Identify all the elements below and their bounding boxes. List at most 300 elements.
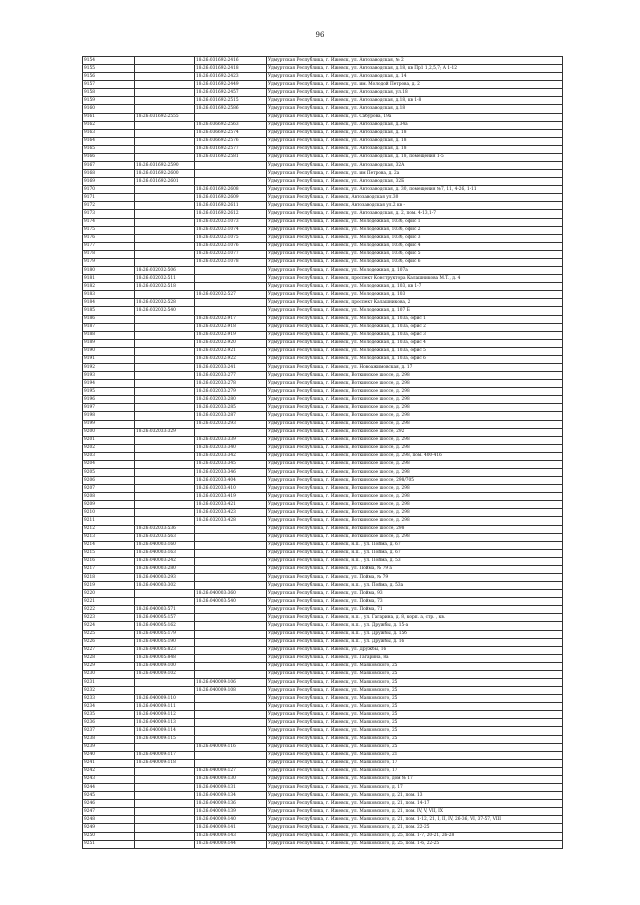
parcel-number-cell	[135, 832, 195, 840]
building-number-cell: 18:26:032032:1075	[195, 234, 267, 242]
parcel-number-cell	[135, 73, 195, 81]
building-number-cell: 18:26:031692:2515	[195, 97, 267, 105]
parcel-number-cell: 18:26:032032:528	[135, 299, 195, 307]
table-row	[83, 137, 563, 145]
address-cell: Удмуртская Республика, г. Ижевск, н.п. , ул. Дружбы, д. 16	[267, 638, 563, 646]
address-cell: Удмуртская Республика, г. Ижевск, н.п. , ул. Пойма, д. 53а	[267, 582, 563, 590]
table-row	[83, 81, 563, 89]
building-number-cell: 18:26:040003:540	[195, 598, 267, 606]
parcel-number-cell: 18:26:032032:540	[135, 307, 195, 315]
parcel-number-cell: 18:26:032032:511	[135, 275, 195, 283]
building-number-cell	[195, 267, 267, 275]
table-row	[83, 145, 563, 153]
building-number-cell: 18:26:032032:1076	[195, 242, 267, 250]
building-number-cell: 18:26:032032:1078	[195, 258, 267, 266]
table-row	[83, 808, 563, 816]
table-row	[83, 339, 563, 347]
address-cell: Удмуртская Республика, г. Ижевск, Воткинское шоссе, д. 298	[267, 388, 563, 396]
row-number-cell: 9223	[83, 614, 135, 622]
table-row	[83, 541, 563, 549]
row-number-cell: 9201	[83, 436, 135, 444]
row-number-cell: 9198	[83, 412, 135, 420]
building-number-cell	[195, 654, 267, 662]
address-cell: Удмуртская Республика, г. Ижевск, ул. Молодежная, д. 103а, офис 6	[267, 355, 563, 363]
row-number-cell: 9230	[83, 670, 135, 678]
table-row	[83, 557, 563, 565]
address-cell: Удмуртская Республика, г. Ижевск, ул. Пойма, 71	[267, 606, 563, 614]
address-cell: Удмуртская Республика, г. Ижевск, ул. Автозаводская, д. 30, помещения №7, 11, 4-26, 1-11	[267, 186, 563, 194]
building-number-cell	[195, 428, 267, 436]
table-row	[83, 97, 563, 105]
row-number-cell: 9209	[83, 501, 135, 509]
table-row	[83, 751, 563, 759]
table-row	[83, 735, 563, 743]
parcel-number-cell	[135, 347, 195, 355]
row-number-cell: 9170	[83, 186, 135, 194]
row-number-cell: 9172	[83, 202, 135, 210]
row-number-cell: 9192	[83, 363, 135, 371]
row-number-cell: 9249	[83, 824, 135, 832]
building-number-cell: 18:26:040009:136	[195, 800, 267, 808]
table-row	[83, 501, 563, 509]
table-row	[83, 598, 563, 606]
table-row	[83, 687, 563, 695]
row-number-cell: 9236	[83, 719, 135, 727]
parcel-number-cell	[135, 258, 195, 266]
building-number-cell: 18:26:031692:2577	[195, 145, 267, 153]
building-number-cell: 18:26:031692:2416	[195, 57, 267, 65]
row-number-cell: 9206	[83, 477, 135, 485]
table-row	[83, 452, 563, 460]
address-cell: Удмуртская Республика, г. Ижевск, ул. Автозаводская, № 2	[267, 57, 563, 65]
address-cell: Удмуртская Республика, г. Ижевск, ул. Автозаводская, д. 18	[267, 137, 563, 145]
parcel-number-cell: 18:26:040009:113	[135, 719, 195, 727]
building-number-cell	[195, 307, 267, 315]
address-cell: Удмуртская Республика, г. Ижевск, ул. Автозаводская, д.18, кв Пр1 1,2,5,7; А 1-12	[267, 65, 563, 73]
parcel-number-cell	[135, 226, 195, 234]
parcel-number-cell	[135, 808, 195, 816]
parcel-number-cell	[135, 767, 195, 775]
address-cell: Удмуртская Республика, г. Ижевск, ул. Маяковского, 25	[267, 711, 563, 719]
parcel-number-cell	[135, 840, 195, 848]
parcel-number-cell	[135, 202, 195, 210]
row-number-cell: 9190	[83, 347, 135, 355]
row-number-cell: 9247	[83, 808, 135, 816]
parcel-number-cell	[135, 137, 195, 145]
row-number-cell: 9186	[83, 315, 135, 323]
address-cell: Удмуртская Республика, г. Ижевск, н.п. , ул. Дружбы, д. 15-а	[267, 622, 563, 630]
parcel-number-cell	[135, 331, 195, 339]
address-cell: Удмуртская Республика, г. Ижевск, ул. Молодежная, 103б, офис 2	[267, 226, 563, 234]
parcel-number-cell	[135, 784, 195, 792]
table-row	[83, 210, 563, 218]
row-number-cell: 9241	[83, 759, 135, 767]
row-number-cell: 9246	[83, 800, 135, 808]
row-number-cell: 9243	[83, 775, 135, 783]
building-number-cell	[195, 622, 267, 630]
row-number-cell: 9210	[83, 509, 135, 517]
parcel-number-cell: 18:26:031692:2555	[135, 113, 195, 121]
table-row	[83, 493, 563, 501]
parcel-number-cell	[135, 816, 195, 824]
building-number-cell	[195, 670, 267, 678]
row-number-cell: 9181	[83, 275, 135, 283]
table-row	[83, 444, 563, 452]
row-number-cell: 9213	[83, 533, 135, 541]
parcel-number-cell	[135, 420, 195, 428]
parcel-number-cell: 18:26:040005:190	[135, 638, 195, 646]
table-row	[83, 590, 563, 598]
parcel-number-cell	[135, 323, 195, 331]
building-number-cell: 18:26:031692:2612	[195, 210, 267, 218]
parcel-number-cell: 18:26:040009:115	[135, 735, 195, 743]
building-number-cell: 18:26:040009:139	[195, 808, 267, 816]
parcel-number-cell	[135, 218, 195, 226]
row-number-cell: 9175	[83, 226, 135, 234]
address-cell: Удмуртская Республика, г. Ижевск, ул. Маяковского, д. 21, пом. 22-25	[267, 824, 563, 832]
parcel-number-cell	[135, 210, 195, 218]
table-row	[83, 574, 563, 582]
address-cell: Удмуртская Республика, г. Ижевск, ул. Маяковского, д. 25, пом. 1-7, 20-21, 26-28	[267, 832, 563, 840]
building-number-cell	[195, 719, 267, 727]
parcel-number-cell	[135, 598, 195, 606]
table-row	[83, 242, 563, 250]
address-cell: Удмуртская Республика, г. Ижевск, ул. Маяковского, 25	[267, 687, 563, 695]
building-number-cell: 18:26:032033:421	[195, 501, 267, 509]
parcel-number-cell: 18:26:032032:506	[135, 267, 195, 275]
table-row	[83, 57, 563, 65]
row-number-cell: 9163	[83, 129, 135, 137]
parcel-number-cell	[135, 687, 195, 695]
table-row	[83, 323, 563, 331]
address-cell: Удмуртская Республика, г. Ижевск, ул. Маяковского, д. 25, пом. 1-6, 22-25	[267, 840, 563, 848]
building-number-cell: 18:26:031692:2457	[195, 89, 267, 97]
row-number-cell: 9193	[83, 372, 135, 380]
building-number-cell: 18:26:032032:918	[195, 323, 267, 331]
row-number-cell: 9159	[83, 97, 135, 105]
address-cell: Удмуртская Республика, г. Ижевск, Воткинское шоссе, д. 298	[267, 533, 563, 541]
building-number-cell	[195, 178, 267, 186]
building-number-cell	[195, 751, 267, 759]
row-number-cell: 9164	[83, 137, 135, 145]
row-number-cell: 9212	[83, 525, 135, 533]
building-number-cell	[195, 662, 267, 670]
address-cell: Удмуртская Республика, г. Ижевск, Воткинское шоссе, 292	[267, 428, 563, 436]
table-row	[83, 565, 563, 573]
parcel-number-cell	[135, 121, 195, 129]
building-number-cell	[195, 582, 267, 590]
parcel-number-cell	[135, 105, 195, 113]
parcel-number-cell: 18:26:040009:110	[135, 695, 195, 703]
parcel-number-cell	[135, 380, 195, 388]
address-cell: Удмуртская Республика, г. Ижевск, н.п. , ул. Пойма, д. 67	[267, 541, 563, 549]
address-cell: Удмуртская Республика, г. Ижевск, Воткинское шоссе, д. 298	[267, 444, 563, 452]
address-cell: Удмуртская Республика, г. Ижевск, ул. Маяковского, 25	[267, 670, 563, 678]
parcel-number-cell	[135, 590, 195, 598]
parcel-number-cell	[135, 679, 195, 687]
address-cell: Удмуртская Республика, г. Ижевск, ул. Автозаводская, 32Б	[267, 178, 563, 186]
building-number-cell	[195, 711, 267, 719]
parcel-number-cell: 18:26:040003:293	[135, 574, 195, 582]
table-row	[83, 517, 563, 525]
parcel-number-cell	[135, 97, 195, 105]
table-row	[83, 105, 563, 113]
building-number-cell: 18:26:032032:527	[195, 291, 267, 299]
building-number-cell: 18:26:032032:919	[195, 331, 267, 339]
row-number-cell: 9248	[83, 816, 135, 824]
row-number-cell: 9226	[83, 638, 135, 646]
table-row	[83, 816, 563, 824]
table-row	[83, 533, 563, 541]
building-number-cell: 18:26:032033:410	[195, 485, 267, 493]
parcel-number-cell: 18:26:040003:280	[135, 565, 195, 573]
parcel-number-cell	[135, 404, 195, 412]
parcel-number-cell	[135, 363, 195, 371]
address-cell: Удмуртская Республика, г. Ижевск, Воткинское шоссе, д. 298	[267, 380, 563, 388]
row-number-cell: 9200	[83, 428, 135, 436]
address-cell: Удмуртская Республика, г. Ижевск, ул. Маяковского, 25	[267, 743, 563, 751]
building-number-cell: 18:26:032032:921	[195, 347, 267, 355]
table-row	[83, 186, 563, 194]
parcel-number-cell	[135, 372, 195, 380]
building-number-cell: 18:26:040009:106	[195, 679, 267, 687]
building-number-cell: 18:26:040009:116	[195, 743, 267, 751]
parcel-number-cell	[135, 452, 195, 460]
address-cell: Удмуртская Республика, г. Ижевск, ул. Молодежная, 103б, офис 4	[267, 242, 563, 250]
parcel-number-cell	[135, 485, 195, 493]
row-number-cell: 9235	[83, 711, 135, 719]
building-number-cell: 18:26:040009:141	[195, 824, 267, 832]
building-number-cell	[195, 275, 267, 283]
address-cell: Удмуртская Республика, г. Ижевск, ул. Молодежная, 103б, офис 1	[267, 218, 563, 226]
building-number-cell	[195, 727, 267, 735]
row-number-cell: 9199	[83, 420, 135, 428]
building-number-cell	[195, 557, 267, 565]
table-row	[83, 832, 563, 840]
building-number-cell: 18:26:031692:2609	[195, 194, 267, 202]
building-number-cell: 18:26:040009:127	[195, 767, 267, 775]
address-cell: Удмуртская Республика, г. Ижевск, ул. Маяковского, дом № 17	[267, 775, 563, 783]
address-cell: Удмуртская Республика, г. Ижевск, ул. Автозаводская, д. 18	[267, 145, 563, 153]
address-cell: Удмуртская Республика, г. Ижевск, ул. Автозаводская, д. 14	[267, 73, 563, 81]
address-cell: Удмуртская Республика, г. Ижевск, Воткинское шоссе, д. 298	[267, 517, 563, 525]
row-number-cell: 9168	[83, 170, 135, 178]
row-number-cell: 9233	[83, 695, 135, 703]
parcel-number-cell: 18:26:040009:111	[135, 703, 195, 711]
address-cell: Удмуртская Республика, г. Ижевск, проспект Конструктора Калашникова М.Т., д. 4	[267, 275, 563, 283]
parcel-number-cell	[135, 81, 195, 89]
building-number-cell	[195, 735, 267, 743]
parcel-number-cell	[135, 743, 195, 751]
table-row	[83, 695, 563, 703]
row-number-cell: 9214	[83, 541, 135, 549]
table-row	[83, 582, 563, 590]
address-cell: Удмуртская Республика, г. Ижевск, ул. Автозаводская, д. 18, помещения 1-5	[267, 153, 563, 161]
building-number-cell: 18:26:040009:134	[195, 792, 267, 800]
table-row	[83, 121, 563, 129]
row-number-cell: 9191	[83, 355, 135, 363]
building-number-cell	[195, 162, 267, 170]
table-row	[83, 299, 563, 307]
parcel-number-cell: 18:26:031692:2600	[135, 170, 195, 178]
address-cell: Удмуртская Республика, г. Ижевск, Воткинское шоссе, д. 298	[267, 372, 563, 380]
address-cell: Удмуртская Республика, г. Ижевск, Воткинское шоссе, д. 298	[267, 436, 563, 444]
building-number-cell: 18:26:032033:278	[195, 380, 267, 388]
address-cell: Удмуртская Республика, г. Ижевск, ул. Молодежная, д. 107 Б	[267, 307, 563, 315]
table-row	[83, 646, 563, 654]
row-number-cell: 9165	[83, 145, 135, 153]
row-number-cell: 9182	[83, 283, 135, 291]
row-number-cell: 9245	[83, 792, 135, 800]
address-cell: Удмуртская Республика, г. Ижевск, н.п. , ул. Пойма, д. 53	[267, 557, 563, 565]
parcel-number-cell	[135, 315, 195, 323]
registry-table	[82, 56, 563, 849]
building-number-cell: 18:26:032033:287	[195, 412, 267, 420]
row-number-cell: 9229	[83, 662, 135, 670]
building-number-cell: 18:26:040009:140	[195, 816, 267, 824]
parcel-number-cell	[135, 65, 195, 73]
table-row	[83, 291, 563, 299]
address-cell: Удмуртская Республика, г. Ижевск, Воткинское шоссе, д. 298	[267, 420, 563, 428]
table-row	[83, 380, 563, 388]
building-number-cell: 18:26:032033:404	[195, 477, 267, 485]
address-cell: Удмуртская Республика, г. Ижевск, ул. Гагарина, 8а	[267, 654, 563, 662]
parcel-number-cell	[135, 501, 195, 509]
parcel-number-cell	[135, 89, 195, 97]
address-cell: Удмуртская Республика, г. Ижевск, ул. Маяковского, д. 21, пом. 14-17	[267, 800, 563, 808]
address-cell: Удмуртская Республика, г. Ижевск, ул. им. Молодой Петрова, д. 2	[267, 81, 563, 89]
parcel-number-cell	[135, 355, 195, 363]
row-number-cell: 9169	[83, 178, 135, 186]
row-number-cell: 9211	[83, 517, 135, 525]
address-cell: Удмуртская Республика, г. Ижевск, ул. Маяковского, 17	[267, 767, 563, 775]
table-row	[83, 355, 563, 363]
row-number-cell: 9250	[83, 832, 135, 840]
address-cell: Удмуртская Республика, г. Ижевск, ул. Новоажимовская, д. 17	[267, 363, 563, 371]
table-row	[83, 549, 563, 557]
table-row	[83, 315, 563, 323]
address-cell: Удмуртская Республика, г. Ижевск, ул. Пойма, № 79	[267, 574, 563, 582]
row-number-cell: 9222	[83, 606, 135, 614]
table-row	[83, 727, 563, 735]
parcel-number-cell	[135, 468, 195, 476]
parcel-number-cell: 18:26:040003:242	[135, 557, 195, 565]
building-number-cell: 18:26:031692:2581	[195, 153, 267, 161]
parcel-number-cell: 18:26:040009:114	[135, 727, 195, 735]
table-row	[83, 743, 563, 751]
table-row	[83, 622, 563, 630]
row-number-cell: 9216	[83, 557, 135, 565]
building-number-cell: 18:26:032033:241	[195, 363, 267, 371]
table-row	[83, 396, 563, 404]
address-cell: Удмуртская Республика, г. Ижевск, ул. Маяковского, 21	[267, 751, 563, 759]
table-row	[83, 614, 563, 622]
table-row	[83, 388, 563, 396]
row-number-cell: 9225	[83, 630, 135, 638]
row-number-cell: 9154	[83, 57, 135, 65]
row-number-cell: 9183	[83, 291, 135, 299]
address-cell: Удмуртская Республика, г. Ижевск, Воткинское шоссе, д. 298	[267, 501, 563, 509]
table-row	[83, 89, 563, 97]
address-cell: Удмуртская Республика, г. Ижевск, ул. Автозаводская, д. 18	[267, 129, 563, 137]
address-cell: Удмуртская Республика, г. Ижевск, ул. Молодежная, д. 103а, офис 3	[267, 331, 563, 339]
row-number-cell: 9242	[83, 767, 135, 775]
building-number-cell: 18:26:032033:423	[195, 509, 267, 517]
parcel-number-cell	[135, 824, 195, 832]
table-row	[83, 218, 563, 226]
address-cell: Удмуртская Республика, г. Ижевск, ул. Дружбы, 16	[267, 646, 563, 654]
row-number-cell: 9174	[83, 218, 135, 226]
table-row	[83, 65, 563, 73]
address-cell: Удмуртская Республика, г. Ижевск, ул. Молодежная, д. 103а, офис 2	[267, 323, 563, 331]
building-number-cell	[195, 170, 267, 178]
row-number-cell: 9202	[83, 444, 135, 452]
building-number-cell	[195, 565, 267, 573]
table-row	[83, 784, 563, 792]
address-cell: Удмуртская Республика, г. Ижевск, Воткинское шоссе, д. 298	[267, 468, 563, 476]
parcel-number-cell: 18:26:040009:100	[135, 662, 195, 670]
building-number-cell	[195, 283, 267, 291]
address-cell: Удмуртская Республика, г. Ижевск, ул. Автозаводская, д.34а	[267, 121, 563, 129]
parcel-number-cell	[135, 186, 195, 194]
building-number-cell	[195, 759, 267, 767]
parcel-number-cell	[135, 493, 195, 501]
address-cell: Удмуртская Республика, г. Ижевск, ул. Молодежная, д. 103а, офис 1	[267, 315, 563, 323]
address-cell: Удмуртская Республика, г. Ижевск, ул. Маяковского, д. 21, пом. 1-12, 21, I, II, IV, 26-36, VI, 37-57, VIII	[267, 816, 563, 824]
table-row	[83, 775, 563, 783]
table-row	[83, 638, 563, 646]
address-cell: Удмуртская Республика, г. Ижевск, Воткинское шоссе, д. 298	[267, 412, 563, 420]
table-row	[83, 234, 563, 242]
building-number-cell: 18:26:036692:2576	[195, 137, 267, 145]
address-cell: Удмуртская Республика, г. Ижевск, ул. Молодежная, 103б, офис 3	[267, 234, 563, 242]
table-row	[83, 347, 563, 355]
address-cell: Удмуртская Республика, г. Ижевск, ул. Молодежная, д. 103	[267, 291, 563, 299]
parcel-number-cell: 18:26:040003:302	[135, 582, 195, 590]
address-cell: Удмуртская Республика, г. Ижевск, Воткинское шоссе, д. 298	[267, 493, 563, 501]
table-row	[83, 307, 563, 315]
parcel-number-cell: 18:26:040009:102	[135, 670, 195, 678]
parcel-number-cell: 18:26:040009:117	[135, 751, 195, 759]
parcel-number-cell	[135, 339, 195, 347]
table-row	[83, 477, 563, 485]
row-number-cell: 9176	[83, 234, 135, 242]
address-cell: Удмуртская Республика, г. Ижевск, Воткинское шоссе, д. 298	[267, 485, 563, 493]
address-cell: Удмуртская Республика, г. Ижевск, н.п. , ул. Дружбы, д. 15б	[267, 630, 563, 638]
row-number-cell: 9189	[83, 339, 135, 347]
address-cell: Удмуртская Республика, г. Ижевск, ул. Пойма, 93	[267, 590, 563, 598]
parcel-number-cell: 18:26:032033:536	[135, 525, 195, 533]
building-number-cell	[195, 646, 267, 654]
building-number-cell	[195, 113, 267, 121]
row-number-cell: 9234	[83, 703, 135, 711]
parcel-number-cell: 18:26:040005:157	[135, 614, 195, 622]
building-number-cell: 18:26:032033:339	[195, 436, 267, 444]
row-number-cell: 9188	[83, 331, 135, 339]
building-number-cell: 18:26:032032:1073	[195, 218, 267, 226]
row-number-cell: 9178	[83, 250, 135, 258]
building-number-cell	[195, 299, 267, 307]
parcel-number-cell	[135, 792, 195, 800]
table-row	[83, 630, 563, 638]
table-row	[83, 153, 563, 161]
parcel-number-cell: 18:26:040003:163	[135, 549, 195, 557]
row-number-cell: 9232	[83, 687, 135, 695]
row-number-cell: 9215	[83, 549, 135, 557]
row-number-cell: 9239	[83, 743, 135, 751]
building-number-cell	[195, 533, 267, 541]
table-row	[83, 258, 563, 266]
